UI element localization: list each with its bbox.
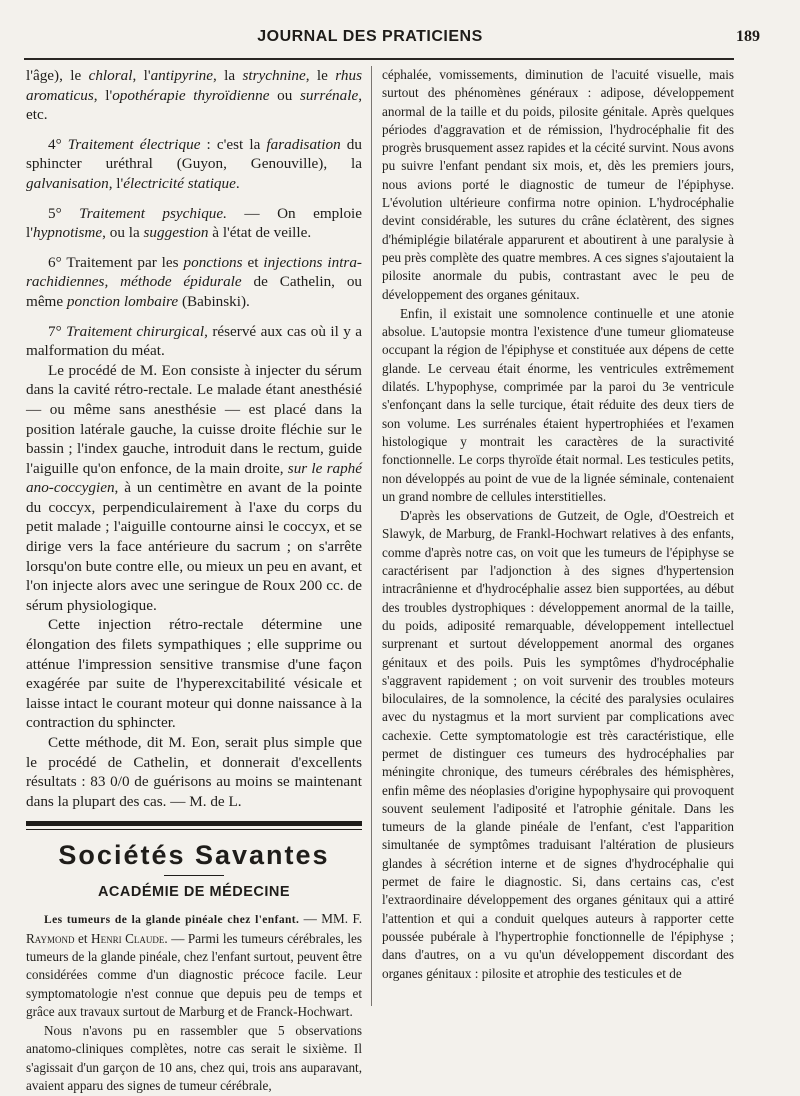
section-short-rule	[164, 875, 224, 876]
paragraph-case-continued: céphalée, vomissements, diminution de l'acuité visuelle, mais surtout des phénomènes généraux : adipose, développement anormal de la taille et du poids, pilosite génitale. Après quelques périodes d'aggravation et de rémission, l'hydrocéphalie fit des progrès brusquement assez rapides et la cécité survint. Nous avons pu suivre l'enfant pendant six mois, et, dès les premiers jours, nous avions porté le diagnostic de tumeur de l'épiphyse. L'évolution ultérieure confirma notre opinion. L'hydrocéphalie devint considérable, les sutures du crâne éclatèrent, des signes d'hémiplégie bilatérale apparurent et aboutirent à une paralysie à peu près complète des quatre membres. A ces signes s'ajoutaient la pilosite anormale du pubis, contrastant avec le peu de développement des organes génitaux.	[382, 67, 734, 302]
header-rule	[24, 58, 734, 60]
right-column	[382, 66, 734, 984]
paragraph-discussion: D'après les observations de Gutzeit, de Ogle, d'Oestreich et Slawyk, de Marburg, de Frankl-Hochwart relatives à des enfants, comme d'après notre cas, on voit que les tumeurs de l'épiphyse se caractérisent par l'adjonction à des signes d'hypertension intracrânienne et d'hydrocéphalie assez bien supportées, au début des troubles dystrophiques : développement anormal de la taille, du poids, adiposité remarquable, développement intellectuel surprenant et surtout développement anormal des organes génitaux et des poils. Puis les symptômes d'hydrocéphalie s'aggravent rapidement ; on voit survenir des troubles moteurs biloculaires, de la somnolence, la cécité des paralysies oculaires avec du nystagmus et la mort survient par complications avec cachexie. Cette symptomatologie est très caractéristique, elle permet de distinguer ces tumeurs des hydrocéphalies par méningite chronique, des tumeurs cérébrales des hémisphères, enfin même des néoplasies d'origine hypophysaire qui provoquent souvent seulement l'adiposité et l'atrophie génitale. Dans les tumeurs de la glande pinéale de l'enfant, c'est l'apparition simultanée de symptômes traduisant l'altération de plusieurs glandes à sécrétion interne et de signes d'hydrocéphalie qui permet de faire le diagnostic. Si, dans certains cas, c'est l'extraordinaire développement des organes génitaux qui a attiré l'attention et qui a conduit quelques auteurs à rapporter cette poussée pubérale à l'hypertrophie fonctionnelle de l'épiphyse ; dans d'autres, on a vu qu'un développement discordant des organes génitaux : pilosite et atrophie des testicules et de	[382, 508, 734, 981]
paragraph-electric-treatment: 4° Traitement électrique : c'est la faradisation du sphincter uréthral (Guyon, Genouville), la galvanisation, l'électricité statique.	[26, 135, 362, 192]
section-rule-thin	[26, 829, 362, 830]
column-divider	[371, 66, 372, 1006]
page-number: 189	[736, 28, 760, 45]
left-column	[26, 66, 362, 1096]
journal-title: JOURNAL DES PRATICIENS	[257, 28, 483, 45]
paragraph-case-report: Nous n'avons pu en rassembler que 5 observations anatomo-cliniques complètes, notre cas serait le sixième. Il s'agissait d'un garçon de 10 ans, chez qui, trois ans auparavant, avaient apparu des signes de tumeur cérébrale,	[26, 1023, 362, 1094]
paragraph-autopsy: Enfin, il existait une somnolence continuelle et une atonie absolue. L'autopsie montra l'existence d'une tumeur gliomateuse occupant la région de l'épiphyse et constituée aux dépens de cette glande. Le cerveau était énorme, les ventricules extrêmement dilatés. L'hypophyse, comprimée par la paroi du 3e ventricule s'enfonçant dans la selle turcique, était réduite des deux tiers de son volume. Les surrénales étaient hypertrophiées et l'examen histologique y montrait les caractères de la suractivité fonctionnelle. Le corps thyroïde était normal. Les testicules petits, non développés au point de vue de la lignée séminale, contenaient un grand nombre de cellules interstitielles.	[382, 305, 734, 504]
paragraph-treatments-list: l'âge), le chloral, l'antipyrine, la strychnine, le rhus aromaticus, l'opothérapie thyroïdienne ou surrénale, etc.	[26, 67, 362, 124]
running-header	[20, 28, 760, 50]
section-rule-thick	[26, 821, 362, 826]
section-title: Sociétés Savantes	[58, 840, 330, 871]
paragraph-injection-effect: Cette injection rétro-rectale détermine une élongation des filets sympathiques ; elle supprime ou atténue l'impression sensitive transmise d'une façon exagérée par suite de l'hyperexcitabilité vésicale et laisse intact le courant moteur qui donne naissance à la contraction du sphincter.	[26, 616, 362, 732]
academy-heading: ACADÉMIE DE MÉDECINE	[97, 884, 291, 901]
paragraph-injection-treatment: 6° Traitement par les ponctions et injections intra-rachidiennes, méthode épidurale de Cathelin, ou même ponction lombaire (Babinski).	[26, 253, 363, 310]
article-subhead: Les tumeurs de la glande pinéale chez l'enfant.	[44, 914, 300, 927]
paragraph-method-results: Cette méthode, dit M. Eon, serait plus simple que le procédé de Cathelin, et donnerait d'excellents résultats : 83 0/0 de guérisons au moins se maintenant dans la plupart des cas. — M. de L.	[26, 734, 362, 810]
paragraph-pineal-intro: Les tumeurs de la glande pinéale chez l'enfant. — MM. F. Raymond et Henri Claude. — Parmi les tumeurs cérébrales, les tumeurs de la glande pinéale, chez l'enfant surtout, peuvent être considérées comme d'un diagnostic précoce facile. Leur symptomatologie n'est connue que depuis peu de temps et grâce aux travaux surtout de Marburg et de Franck-Hochwart.	[26, 911, 363, 1019]
paragraph-psychic-treatment: 5° Traitement psychique. — On emploie l'hypnotisme, ou la suggestion à l'état de veille.	[26, 204, 363, 242]
paragraph-eon-procedure: Le procédé de M. Eon consiste à injecter du sérum dans la cavité rétro-rectale. Le malade étant anesthésié — ou même sans anesthésie — est placé dans la position latérale gauche, la cuisse droite fléchie sur le bassin ; l'index gauche, introduit dans le rectum, guide l'aiguille qu'on enfonce, de la main droite, sur le raphé ano-coccygien, à un centimètre en avant de la pointe du coccyx, perpendiculairement à l'axe du corps du petit malade ; l'aiguille contourne ainsi le coccyx, et se dirige vers la face antérieure du sacrum ; on s'arrête lorsqu'on bute contre elle, ou mieux un peu en avant, et l'on injecte alors avec une seringue de Roux 200 cc. de sérum physiologique.	[26, 361, 362, 614]
paragraph-surgical-treatment: 7° Traitement chirurgical, réservé aux cas où il y a malformation du méat.	[26, 322, 362, 360]
